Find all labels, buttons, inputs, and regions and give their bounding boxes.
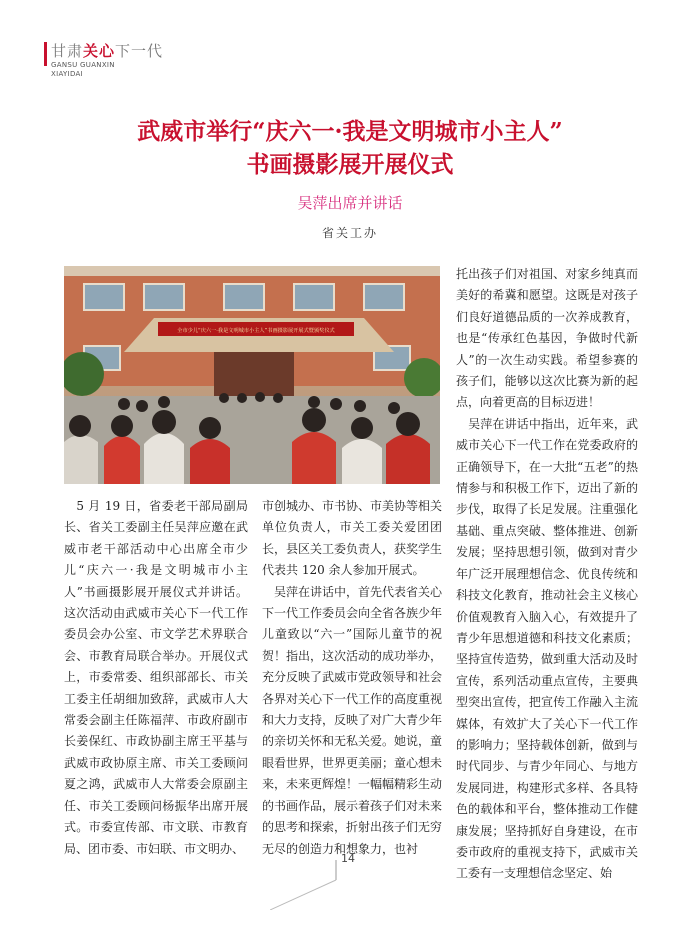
article-subtitle: 吴萍出席并讲话 <box>297 194 403 212</box>
logo-mark-1: 甘肃 <box>51 42 84 60</box>
magazine-logo <box>44 40 164 90</box>
logo-mark-3: 下一代 <box>115 42 164 60</box>
logo-en-1: GANSU GUANXIN <box>51 61 115 69</box>
page-number: 14 <box>341 852 355 865</box>
page-number-decoration <box>270 860 430 910</box>
article-title-line-2: 书画摄影展开展仪式 <box>246 151 454 178</box>
photo-banner-text: 全市少儿“庆六一·我是文明城市小主人”书画摄影展开展式暨颁奖仪式 <box>177 328 335 334</box>
logo-mark-2: 关心 <box>83 42 116 60</box>
logo-mark <box>44 40 164 61</box>
event-photo <box>64 266 440 484</box>
logo-bar <box>44 42 47 66</box>
body-column-3: 托出孩子们对祖国、对家乡纯真而美好的希冀和愿望。这既是对孩子们良好道德品质的一次养成教育，也是“传承红色基因，争做时代新人”的一次生动实践。希望参赛的孩子们，能够以这次比赛为新的起点，向着更高的目标迈进！ 吴萍在讲话中指出，近年来，武威市关心下一代工作在党委政府的正确领导下，在一大批“五老”的热情参与和积极工作下，迈出了新的步伐，取得了长足发展。注重强化基础、重点突破、整体推进、创新发展；坚持思想引领，做到对青少年广泛开展理想信念、优良传统和科技文化教育，推动社会主义核心价值观教育入脑入心，有效提升了青少年思想道德和科技文化素质；坚持宣传造势，做到重大活动及时宣传，系列活动重点宣传，主要典型突出宣传，把宣传工作融入主流媒体，有效扩大了关心下一代工作的影响力；坚持载体创新，做到与时代同步、与青少年同心、与地方发展同进，构建形式多样、各具特色的载体和平台，整体推动工作健康发展；坚持抓好自身建设，在市委市政府的重视支持下，武威市关工委有一支理想信念坚定、始 <box>456 267 638 881</box>
body-column-1: 5 月 19 日，省委老干部局副局长、省关工委副主任吴萍应邀在武威市老干部活动中心出席全市少儿“庆六一·我是文明城市小主人”书画摄影展开展仪式并讲话。这次活动由武威市关心下一代工作委员会办公室、市文学艺术界联合会、市教育局联合举办。开展仪式上，市委常委、组织部部长、市关工委主任胡细加致辞，武威市人大常委会副主任陈福萍、市政府副市长姜保红、市政协副主席王平基与武威市政协原主席、市关工委顾问夏之鸿，武威市人大常委会原副主任、市关工委顾问杨振华出席开展式。市委宣传部、市文联、市教育局、团市委、市妇联、市文明办、 <box>64 499 248 856</box>
article-author: 省关工办 <box>321 226 378 240</box>
event-photo-illustration <box>64 266 440 484</box>
article-title-line-1: 武威市举行“庆六一·我是文明城市小主人” <box>137 118 563 145</box>
body-column-2: 市创城办、市书协、市美协等相关单位负责人，市关工委关爱团团长，县区关工委负责人，获奖学生代表共 120 余人参加开展式。 吴萍在讲话中，首先代表省关心下一代工作委员会向全省各族少年儿童致以“六一”国际儿童节的祝贺！指出，这次活动的成功举办，充分反映了武威市党政领导和社会各界对关心下一代工作的高度重视和大力支持，反映了对广大青少年的亲切关怀和无私关爱。她说，童眼看世界，世界更美丽；童心想未来，未来更辉煌！一幅幅精彩生动的书画作品，展示着孩子们对未来的思考和探索，折射出孩子们无穷无尽的创造力和想象力，也衬 <box>262 499 443 856</box>
logo-en-2: XIAYIDAI <box>51 70 83 78</box>
